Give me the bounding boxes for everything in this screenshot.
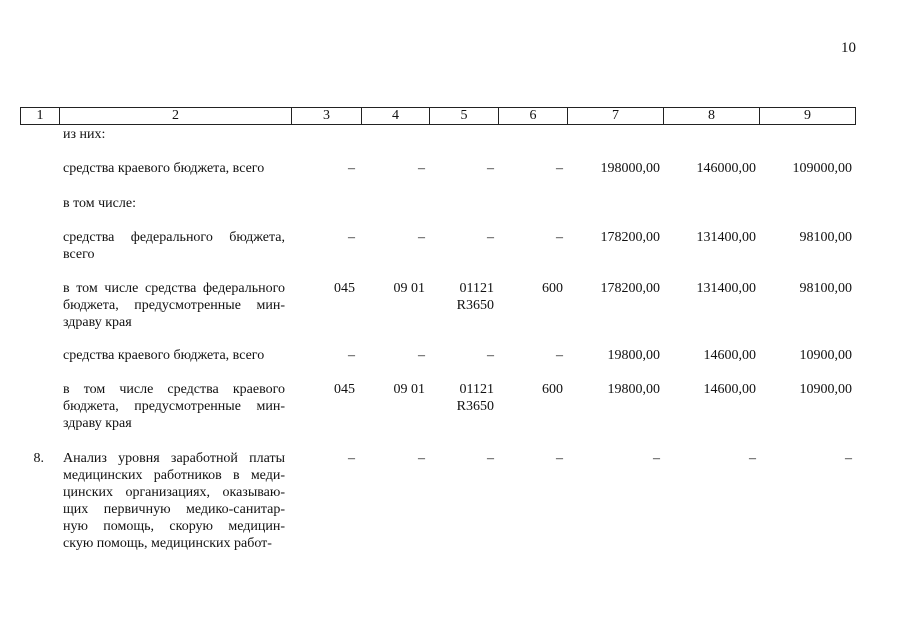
description-line: ную помощь, скорую медицин- [63,519,285,534]
description-line: скую помощь, медицинских работ- [63,536,272,551]
cell-c5: 01121 R3650 [456,382,494,414]
cell-c4: – [418,230,425,245]
description-line: медицинских работников в меди- [63,468,285,483]
row-description [63,450,285,552]
cell-c5: 01121 R3650 [456,281,494,313]
cell-c6: – [556,161,563,176]
column-header-3: 3 [292,108,362,125]
description-line: цинских организациях, оказываю- [63,485,285,500]
cell-c3: – [348,161,355,176]
cell-c9: 98100,00 [799,281,852,296]
cell-c5: – [487,230,494,245]
column-header-5: 5 [430,108,499,125]
row-description [63,126,285,143]
description-line: всего [63,247,95,262]
cell-c7: 19800,00 [607,348,660,363]
description-line: средства федерального бюджета, [63,230,285,245]
description-line: щих первичную медико-санитар- [63,502,285,517]
description-line: здраву края [63,315,132,330]
row-description [63,381,285,432]
cell-c6: – [556,348,563,363]
cell-c4: – [418,348,425,363]
column-header-4: 4 [362,108,430,125]
cell-c3: 045 [334,281,355,296]
cell-c4: – [418,451,425,466]
cell-c6: 600 [542,281,563,296]
description-line: средства краевого бюджета, всего [63,348,265,363]
row-description [63,229,285,263]
cell-c4: 09 01 [393,382,425,397]
cell-c6: – [556,230,563,245]
cell-c8: 14600,00 [703,382,756,397]
row-number: 8. [33,451,44,466]
description-line: здраву края [63,416,132,431]
cell-c7: 178200,00 [600,281,660,296]
cell-c7: – [653,451,660,466]
description-line: из них: [63,127,106,142]
cell-c8: 14600,00 [703,348,756,363]
cell-c9: 10900,00 [799,348,852,363]
row-description [63,280,285,331]
column-number-header [20,107,856,125]
column-header-9: 9 [760,108,856,125]
description-line: в том числе: [63,196,136,211]
cell-c3: 045 [334,382,355,397]
column-header-1: 1 [21,108,60,125]
row-description [63,160,285,177]
row-description [63,195,285,212]
cell-c3: – [348,451,355,466]
cell-c7: 198000,00 [600,161,660,176]
cell-c7: 178200,00 [600,230,660,245]
page-number: 10 [841,40,856,56]
column-header-6: 6 [499,108,568,125]
description-line: бюджета, предусмотренные мин- [63,298,285,313]
cell-c9: 109000,00 [792,161,852,176]
cell-c3: – [348,230,355,245]
cell-c7: 19800,00 [607,382,660,397]
cell-c4: – [418,161,425,176]
cell-c9: 10900,00 [799,382,852,397]
column-header-8: 8 [664,108,760,125]
cell-c8: 146000,00 [696,161,756,176]
cell-c5: – [487,348,494,363]
cell-c3: – [348,348,355,363]
row-description [63,347,285,364]
cell-c8: – [749,451,756,466]
description-line: Анализ уровня заработной платы [63,451,285,466]
cell-c9: 98100,00 [799,230,852,245]
cell-c5: – [487,451,494,466]
cell-c8: 131400,00 [696,281,756,296]
cell-c9: – [845,451,852,466]
cell-c6: 600 [542,382,563,397]
description-line: в том числе средства краевого [63,382,285,397]
description-line: средства краевого бюджета, всего [63,161,265,176]
description-line: в том числе средства федерального [63,281,285,296]
column-header-7: 7 [568,108,664,125]
description-line: бюджета, предусмотренные мин- [63,399,285,414]
cell-c5: – [487,161,494,176]
cell-c4: 09 01 [393,281,425,296]
cell-c8: 131400,00 [696,230,756,245]
cell-c6: – [556,451,563,466]
column-header-2: 2 [60,108,292,125]
